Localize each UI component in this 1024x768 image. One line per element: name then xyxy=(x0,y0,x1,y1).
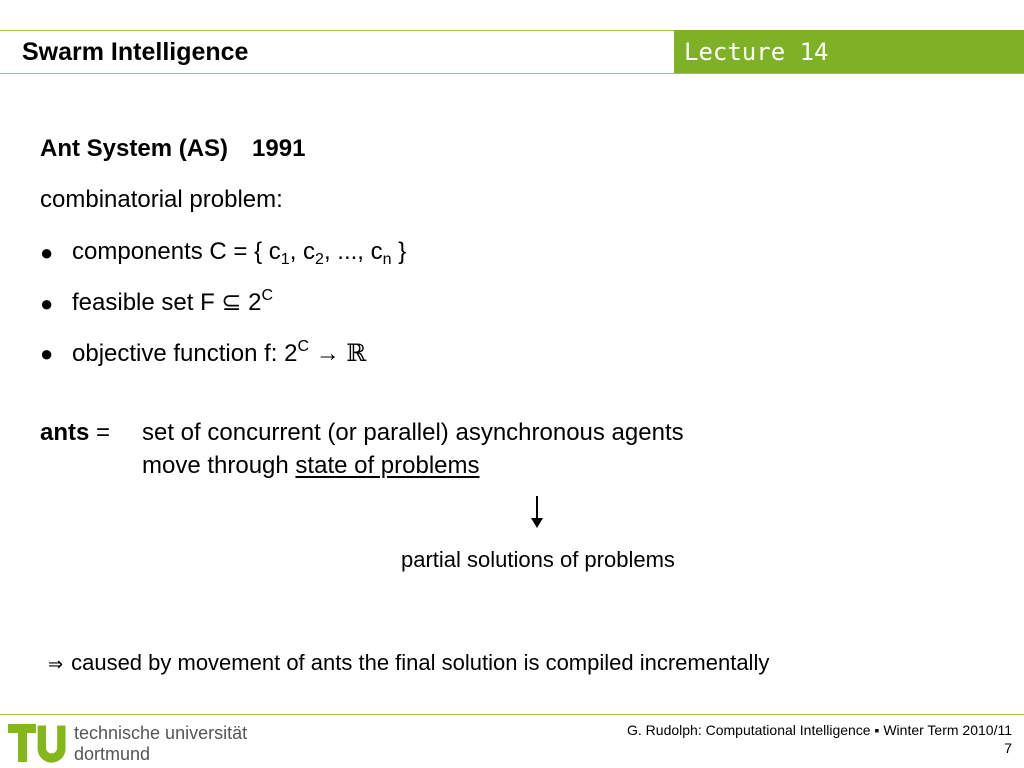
bullet-dot: ● xyxy=(40,341,54,366)
subset-symbol: ⊆ xyxy=(221,289,242,316)
down-arrow-icon xyxy=(536,496,538,520)
reals-symbol: ℝ xyxy=(346,339,367,367)
ants-definition-line2: move through state of problems xyxy=(142,452,480,479)
tu-logo-icon xyxy=(6,718,66,766)
university-name: technische universität dortmund xyxy=(74,723,248,764)
bullet-objective-function: objective function f: $2^C$ → ℝ xyxy=(72,338,367,367)
state-of-problems-term: state of problems xyxy=(295,452,480,479)
partial-solutions-label: partial solutions of problems xyxy=(401,547,675,572)
conclusion: ⇒ caused by movement of ants the final solution is compiled incrementally xyxy=(48,650,770,675)
down-arrowhead-icon xyxy=(531,518,543,528)
bullet-dot: ● xyxy=(40,240,54,265)
slide-heading xyxy=(40,134,305,164)
heading-algorithm: Ant System (AS) xyxy=(40,135,229,162)
implies-icon: ⇒ xyxy=(48,654,64,675)
slide-section-title: Swarm Intelligence xyxy=(22,38,249,66)
header-rule-bottom xyxy=(0,73,1024,74)
lecture-badge: Lecture 14 xyxy=(674,30,1024,74)
heading-year: 1991 xyxy=(252,135,306,162)
ants-term: ants = xyxy=(40,419,111,446)
problem-intro: combinatorial problem: xyxy=(40,186,283,213)
footer-credit: G. Rudolph: Computational Intelligence ▪ Winter Term 2010/11 7 xyxy=(627,722,1012,756)
ants-definition-line1: set of concurrent (or parallel) asynchronous agents xyxy=(142,419,684,446)
bullet-components: components C = { $c_1$, $c_2$, ..., $c_n$ } xyxy=(72,238,407,268)
footer-rule xyxy=(0,714,1024,715)
page-number: 7 xyxy=(1004,740,1012,756)
bullet-feasible-set: feasible set F ⊆ $2^C$ xyxy=(72,287,274,316)
bullet-dot: ● xyxy=(40,291,54,316)
